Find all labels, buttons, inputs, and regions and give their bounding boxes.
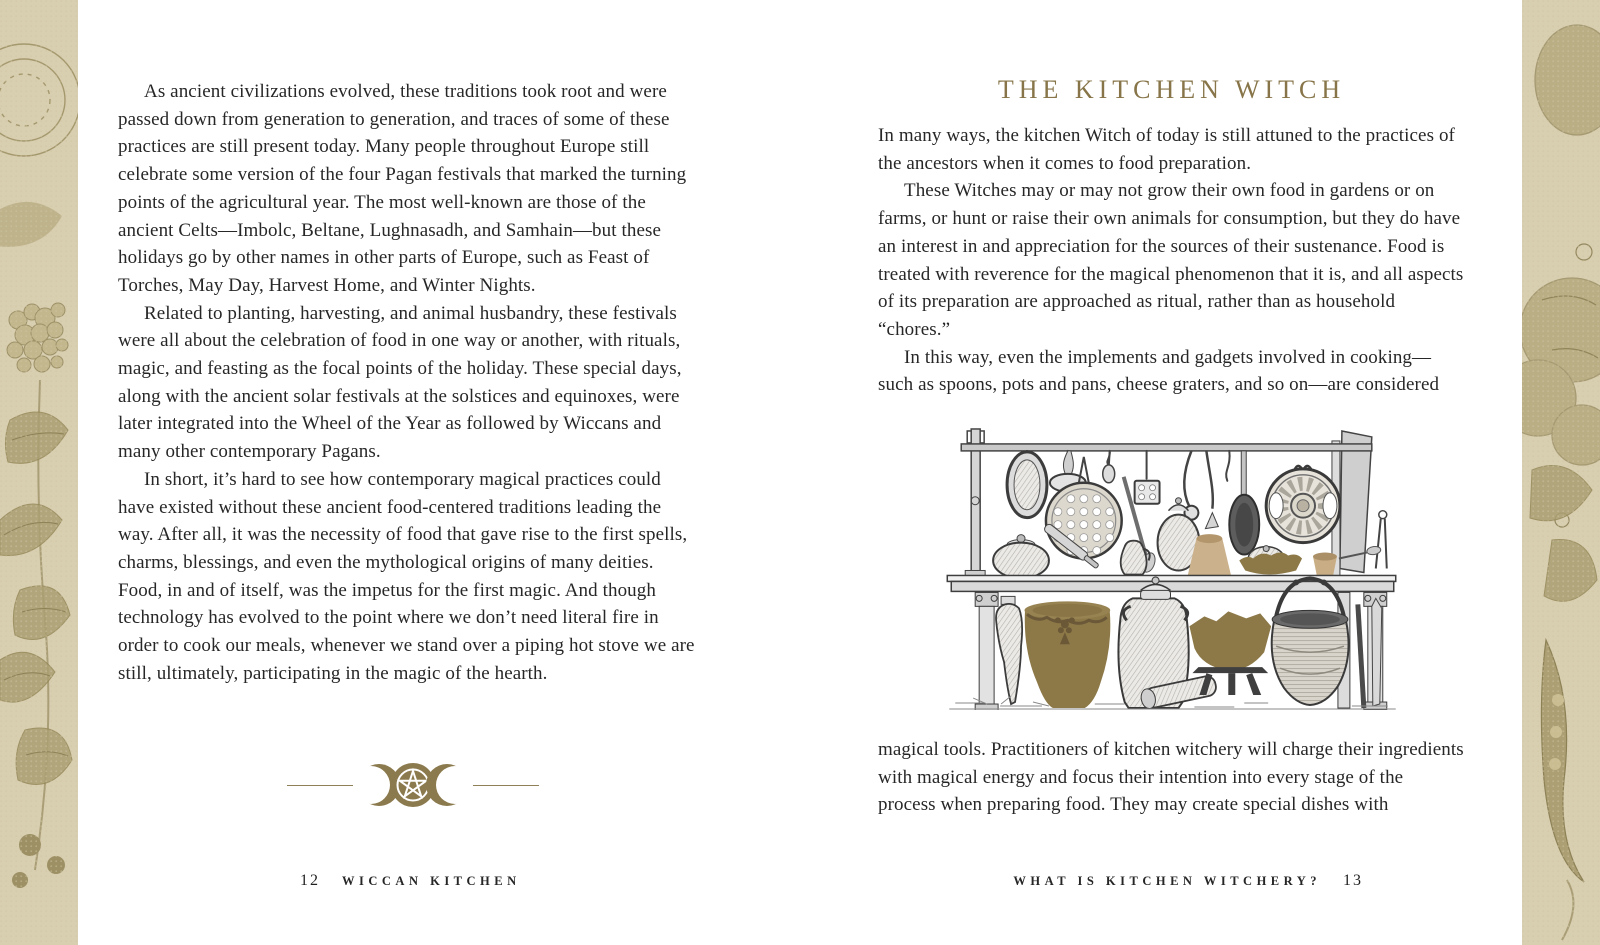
triple-moon-pentacle-ornament xyxy=(124,760,702,810)
kitchen-utensils-engraving-illustration xyxy=(944,421,1400,710)
left-page-footer xyxy=(300,872,521,890)
paragraph: In many ways, the kitchen Witch of today is still attuned to the practices of the ancestors when it comes to food preparation. xyxy=(878,125,1455,174)
botanical-border-right xyxy=(1522,0,1600,945)
right-page-footer xyxy=(1013,872,1363,890)
tan-cup xyxy=(1313,553,1337,578)
hanging-oval-pan xyxy=(1007,452,1047,518)
page-number: 12 xyxy=(300,872,320,889)
ornament-rule-left xyxy=(287,785,353,786)
right-page xyxy=(878,0,1465,945)
left-page-text-column xyxy=(118,0,696,687)
triple-moon-icon xyxy=(361,760,465,810)
dark-long-pan xyxy=(1229,451,1259,555)
paragraph: In short, it’s hard to see how contemporary magical practices could have existed without these ancient food-centered traditions leading the way. After all, it was the necessity of food that gave rise to the first spells, charms, blessings, and even the mythological origins of many deities. Food, in and of itself, was the impetus for the first magic. And though technology has evolved to the point where we don’t need literal fire in order to cook our meals, whenever we stand over a piping hot stove we are still, ultimately, participating in the magic of the hearth. xyxy=(118,468,695,684)
paragraph: Related to planting, harvesting, and animal husbandry, these festivals were all about the celebration of food in one way or another, with rituals, magic, and feasting as the focal points of the holiday. These special days, along with the ancient solar festivals at the solstices and equinoxes, were later integrated into the Wheel of the Year as followed by Wiccans and many other contemporary Pagans. xyxy=(118,302,682,463)
running-title: WHAT IS KITCHEN WITCHERY? xyxy=(1013,874,1321,888)
chapter-heading: THE KITCHEN WITCH xyxy=(997,75,1346,104)
page-number: 13 xyxy=(1343,872,1363,889)
paragraph: In this way, even the implements and gadgets involved in cooking—such as spoons, pots and pans, cheese graters, and so on—are considered xyxy=(878,346,1440,396)
olive-urn xyxy=(1024,601,1110,708)
small-spoon xyxy=(1102,451,1114,483)
cauldron xyxy=(1271,578,1348,705)
ornament-rule-right xyxy=(473,785,539,786)
running-title: WICCAN KITCHEN xyxy=(342,874,521,888)
right-page-text-column xyxy=(878,0,1465,819)
square-grater xyxy=(1134,481,1159,504)
waning-crescent-icon xyxy=(426,764,465,806)
long-hook-scoop xyxy=(1205,451,1218,529)
amphora xyxy=(996,596,1022,704)
small-jug xyxy=(1120,541,1149,575)
paragraph: As ancient civilizations evolved, these traditions took root and were passed down from generation to generation, and traces of some of these practices are still present today. Many people throughout Europe still celebrate some version of the four Pagan festivals that marked the turning points of the agricultural year. The most well-known are those of the ancient Celts—Imbolc, Beltane, Lughnasadh, and Samhain—but these holidays go by other names in other parts of Europe, such as Feast of Torches, May Day, Harvest Home, and Winter Nights. xyxy=(118,81,687,296)
left-page xyxy=(118,0,696,945)
fluted-mold xyxy=(1266,466,1340,543)
paragraph: magical tools. Practitioners of kitchen witchery will charge their ingredients with magical energy and focus their intention into every stage of the process when preparing food. They may create special dishes with xyxy=(878,739,1464,816)
paragraph: These Witches may or may not grow their own food in gardens or on farms, or hunt or raise their own animals for consumption, but they do have an interest in and appreciation for the sources of their sustenance. Food is treated with reverence for the magical phenomenon that it is, and all aspects of its preparation are approached as ritual, rather than as household “chores.” xyxy=(878,180,1464,340)
lidded-round-pot xyxy=(993,535,1049,579)
botanical-border-left xyxy=(0,0,78,945)
tongs xyxy=(1375,511,1386,569)
